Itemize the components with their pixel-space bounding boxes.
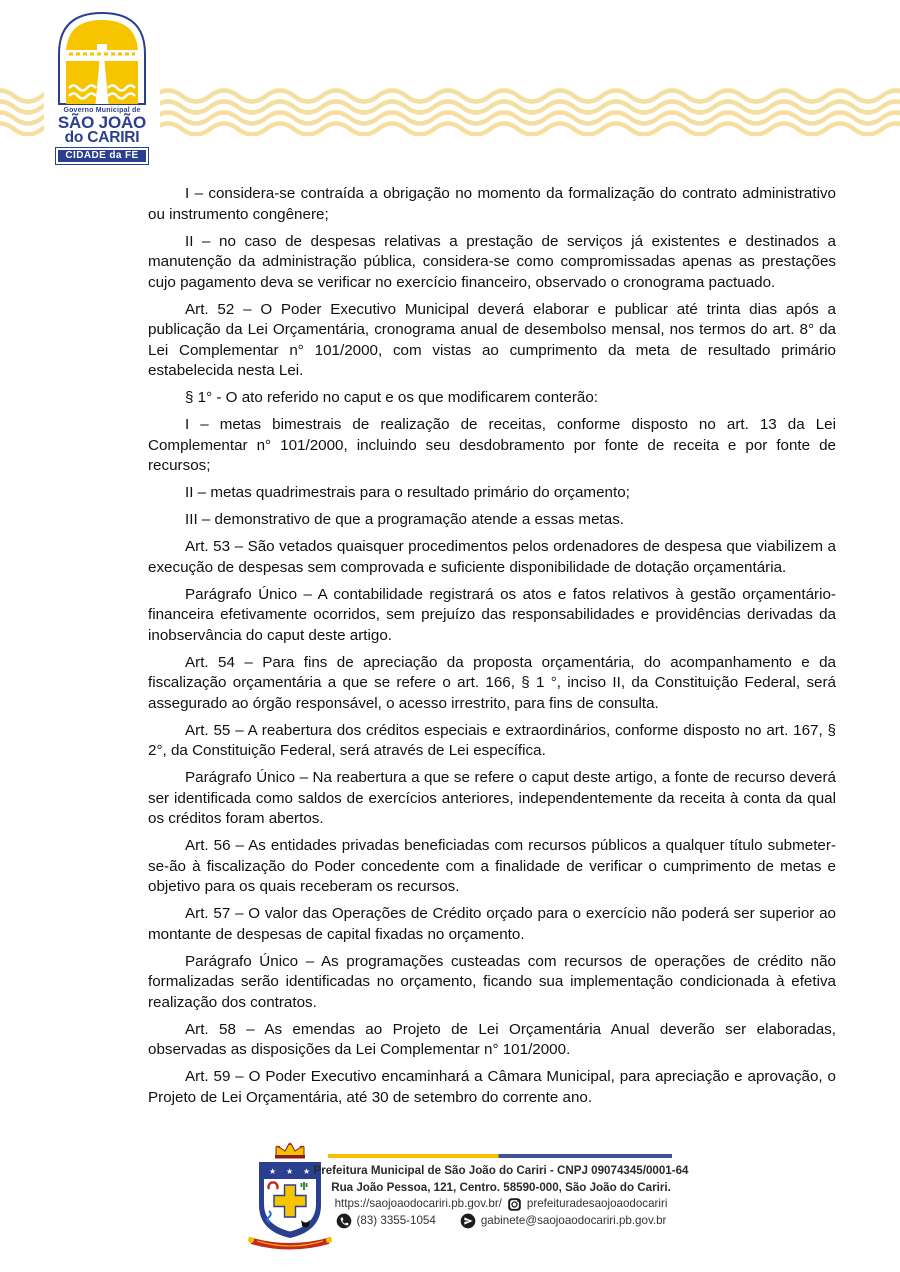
- logo-city-name-top: SÃO JOÃO: [57, 113, 147, 132]
- paragraph-art-52-inciso-3: III – demonstrativo de que a programação atende a essas metas.: [185, 511, 625, 528]
- footer-phone-email-line: [300, 1213, 702, 1230]
- footer-email-address: gabinete@saojoaodocariri.pb.gov.br: [480, 1213, 667, 1227]
- paragraph-inciso-2: II – no caso de despesas relativas a prestação de serviços já existentes e destinados a manutenção da administração pública, considera-se como compromissadas apenas as prestações cujo pagamento deva se verificar no exercício financeiro, observado o cronograma pactuado.: [148, 232, 836, 291]
- municipal-logo: [44, 10, 160, 167]
- paragraph-art-52-inciso-2: II – metas quadrimestrais para o resultado primário do orçamento;: [185, 484, 630, 501]
- footer-website: https://saojoaodocariri.pb.gov.br/: [334, 1197, 502, 1210]
- paragraph-art-54: Art. 54 – Para fins de apreciação da proposta orçamentária, do acompanhamento e da fiscalização orçamentária a que se refere o art. 166, § 1 °, inciso II, da Constituição Federal, será assegurado ao órgão responsável, o acesso irrestrito, para fins de consulta.: [148, 653, 836, 712]
- paragraph-art-53-par-unico: Parágrafo Único – A contabilidade registrará os atos e fatos relativos à gestão orçamentário-financeira efetivamente ocorridos, sem prejuízo das responsabilidades e providências derivadas da inobservância do caput deste artigo.: [148, 585, 836, 644]
- paragraph-art-55: Art. 55 – A reabertura dos créditos especiais e extraordinários, conforme disposto no art. 167, § 2°, da Constituição Federal, será através de Lei específica.: [148, 721, 836, 759]
- paragraph-art-59: Art. 59 – O Poder Executivo encaminhará a Câmara Municipal, para apreciação e aprovação, o Projeto de Lei Orçamentária, até 30 de setembro do corrente ano.: [148, 1068, 836, 1106]
- svg-text:★: ★: [303, 1167, 311, 1176]
- paragraph-art-57-par-unico: Parágrafo Único – As programações custeadas com recursos de operações de crédito não formalizadas serão identificadas no orçamento, ficando sua implementação condicionada à efetiva realização dos contratos.: [148, 952, 836, 1011]
- paragraph-art-52: Art. 52 – O Poder Executivo Municipal deverá elaborar e publicar até trinta dias após a publicação da Lei Orçamentária, cronograma anual de desembolso mensal, nos termos do art. 8° da Lei Complementar n° 101/2000, com vistas ao cumprimento da meta de resultado primário estabelecida nesta Lei.: [148, 300, 836, 379]
- footer-instagram-handle: prefeituradesaojoaodocariri: [526, 1197, 668, 1210]
- document-body: [148, 184, 836, 1115]
- footer-web-line: [300, 1196, 702, 1213]
- instagram-icon: [507, 1197, 522, 1212]
- paragraph-art-52-inciso-1: I – metas bimestrais de realização de receitas, conforme disposto no art. 13 da Lei Complementar n° 101/2000, incluindo seu desdobramento por fonte de receita e por fonte de recursos;: [148, 416, 836, 474]
- logo-city-name-bottom: do CARIRI: [64, 129, 140, 146]
- paragraph-art-52-par-1: § 1° - O ato referido no caput e os que modificarem conterão:: [185, 389, 598, 406]
- footer-phone-number: (83) 3355-1054: [356, 1213, 436, 1227]
- paragraph-art-56: Art. 56 – As entidades privadas beneficiadas com recursos públicos a qualquer título submeter-se-ão à fiscalização do Poder concedente com a finalidade de verificar o cumprimento de metas e objetivo para os quais receberam os recursos.: [148, 837, 836, 895]
- footer-divider: [328, 1154, 672, 1158]
- paragraph-art-57: Art. 57 – O valor das Operações de Crédito orçado para o exercício não poderá ser superior ao montante de despesas de capital fixadas no orçamento.: [148, 905, 836, 943]
- phone-icon: [336, 1213, 352, 1229]
- logo-governo-label: Governo Municipal de: [63, 107, 141, 114]
- footer-contact-block: [300, 1163, 702, 1229]
- svg-text:★: ★: [286, 1167, 294, 1176]
- footer-address-line: Rua João Pessoa, 121, Centro. 58590-000, São João do Cariri.: [331, 1180, 671, 1194]
- footer-org-line: Prefeitura Municipal de São João do Cariri - CNPJ 09074345/0001-64: [313, 1164, 689, 1177]
- svg-text:★: ★: [269, 1167, 277, 1176]
- paragraph-art-55-par-unico: Parágrafo Único – Na reabertura a que se refere o caput deste artigo, a fonte de recurso deverá ser identificada como saldos de exercícios anteriores, independentemente da receita à conta da qual os créditos foram abertos.: [148, 769, 836, 827]
- paragraph-art-58: Art. 58 – As emendas ao Projeto de Lei Orçamentária Anual deverão ser elaboradas, observadas as disposições da Lei Complementar n° 101/2000.: [148, 1020, 836, 1058]
- lighthouse-emblem-icon: [56, 10, 148, 106]
- email-send-icon: [460, 1213, 476, 1229]
- paragraph-art-53: Art. 53 – São vetados quaisquer procedimentos pelos ordenadores de despesa que viabilizem a execução de despesas sem comprovada e suficiente disponibilidade de dotação orçamentária.: [148, 538, 836, 576]
- logo-motto-banner: CIDADE da FÉ: [55, 147, 149, 165]
- paragraph-inciso-1: I – considera-se contraída a obrigação no momento da formalização do contrato administrativo ou instrumento congênere;: [148, 185, 836, 223]
